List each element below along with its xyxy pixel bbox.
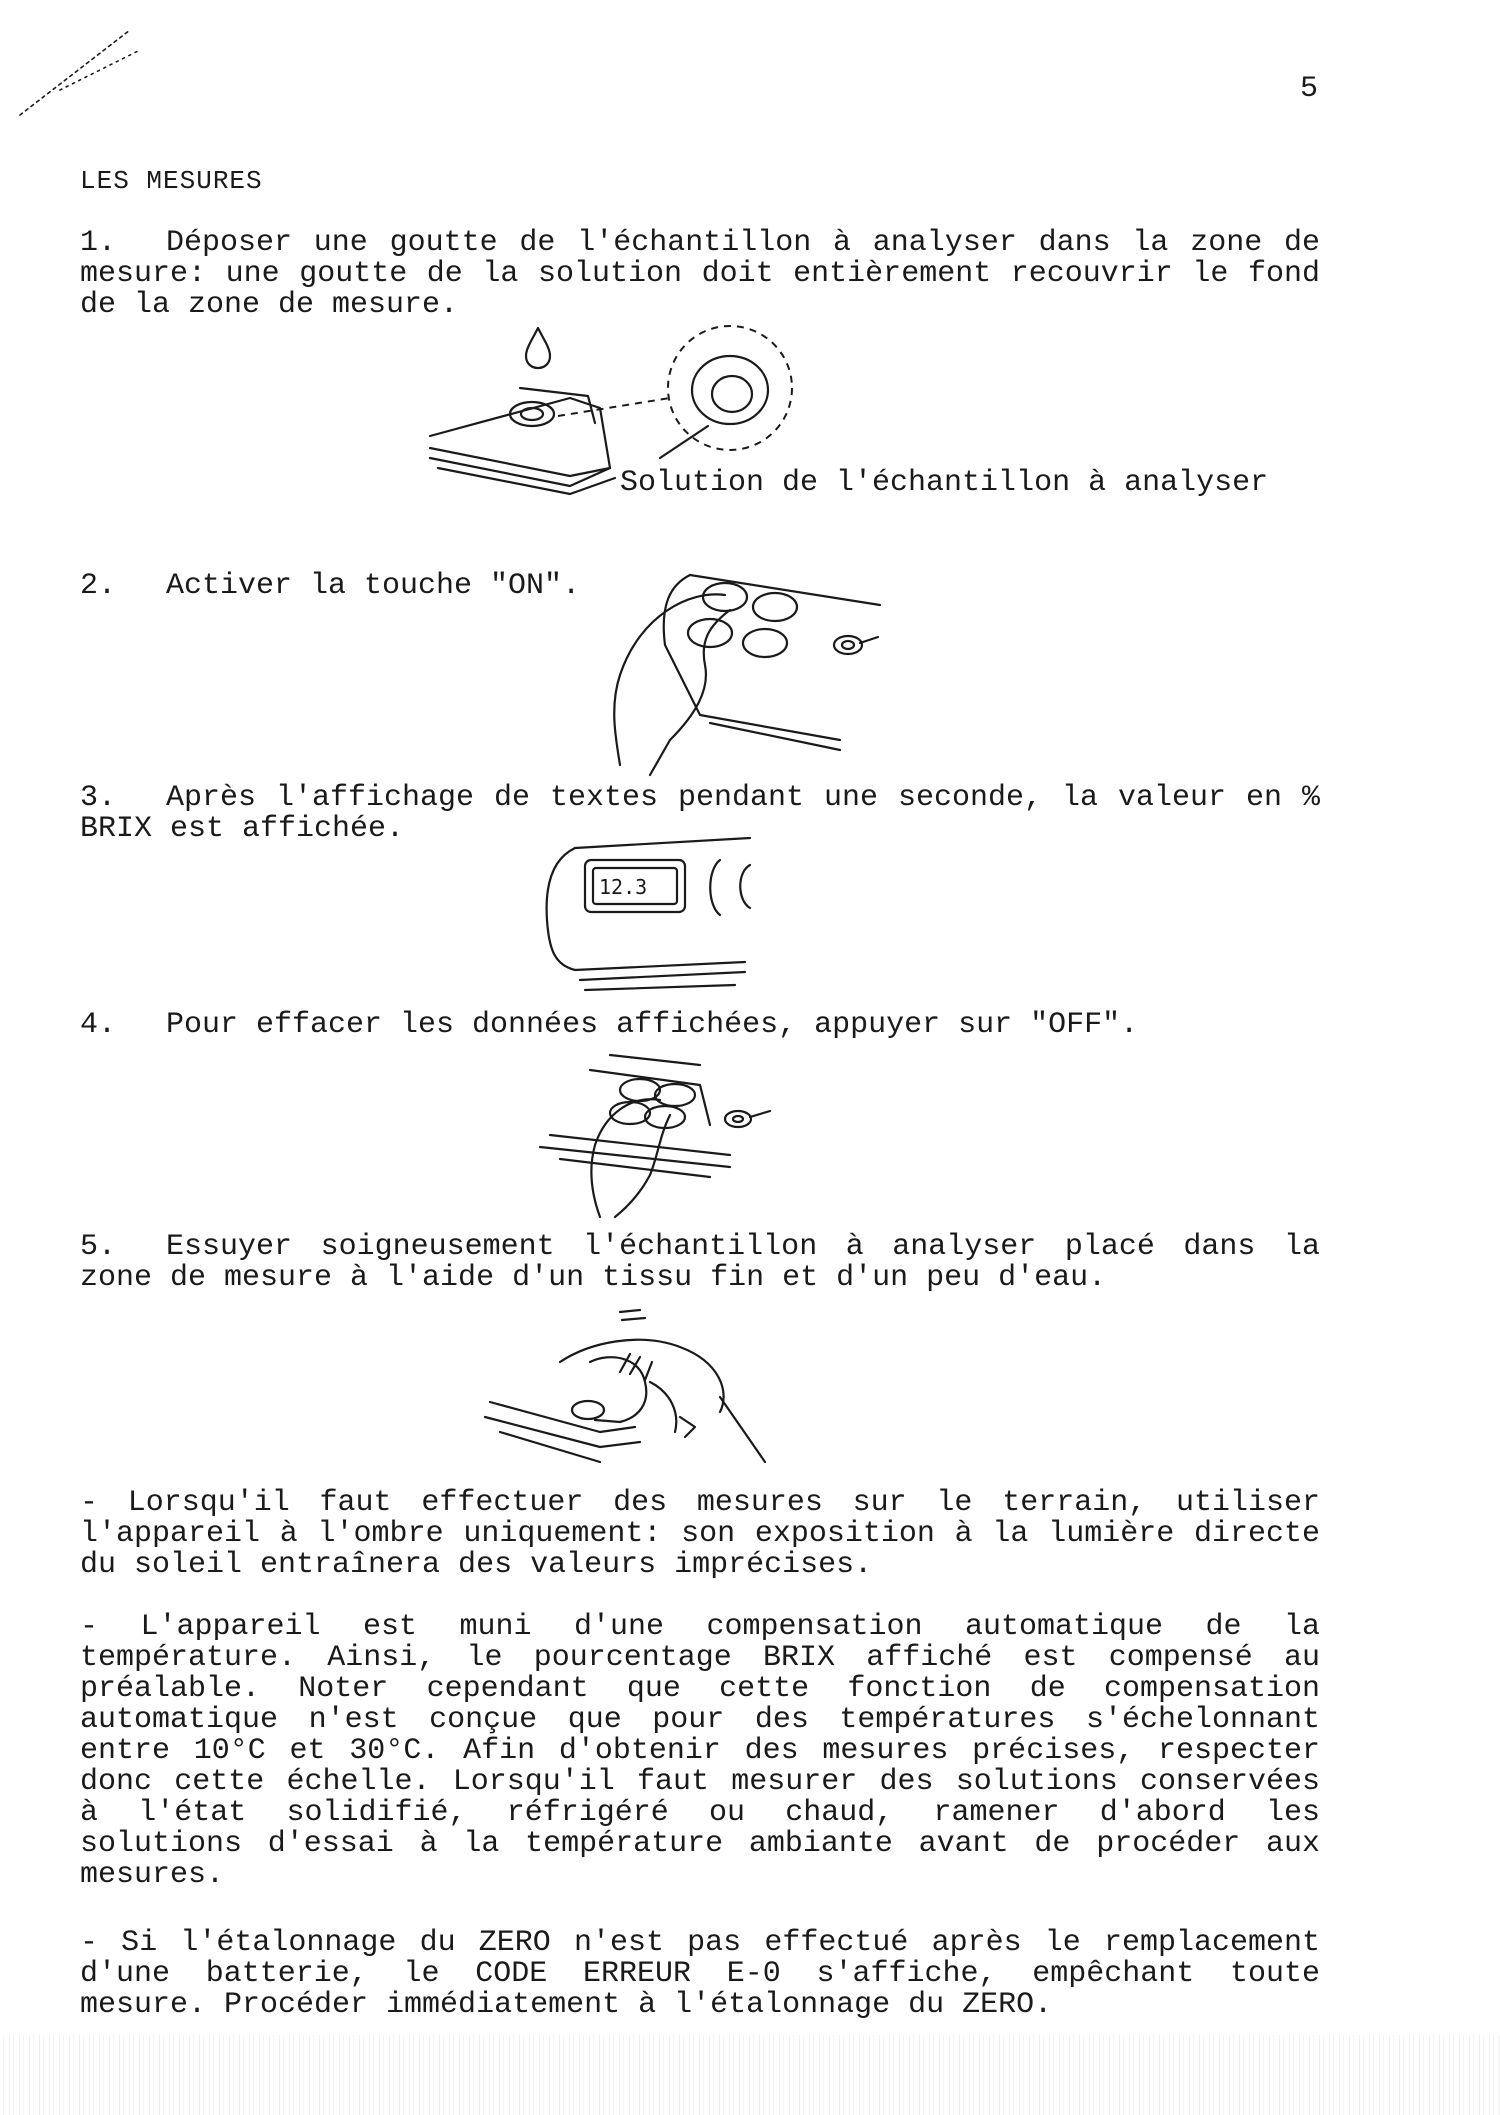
scan-noise bbox=[0, 2035, 1500, 2115]
step-1-text: Déposer une goutte de l'échantillon à analyser dans la zone de mesure: une goutte de la solution doit entièrement recouvrir le fond de la zone de mesure. bbox=[80, 226, 1320, 322]
wipe-prism-icon bbox=[480, 1302, 780, 1467]
step-4-number: 4. bbox=[80, 1008, 117, 1042]
section-title: LES MESURES bbox=[80, 166, 263, 196]
step-5-text: Essuyer soigneusement l'échantillon à analyser placé dans la zone de mesure à l'aide d'un tissu fin et d'un peu d'eau. bbox=[80, 1230, 1320, 1295]
press-off-button-icon bbox=[530, 1045, 790, 1220]
step-5 bbox=[80, 1232, 1320, 1294]
press-on-button-icon bbox=[560, 565, 880, 780]
step-2-text: Activer la touche "ON". bbox=[166, 569, 581, 603]
step-3-text: Après l'affichage de textes pendant une seconde, la valeur en % BRIX est affichée. bbox=[80, 781, 1320, 846]
step-5-number: 5. bbox=[80, 1230, 117, 1264]
step-4-text: Pour effacer les données affichées, appuyer sur "OFF". bbox=[166, 1008, 1139, 1042]
display-value: 12.3 bbox=[599, 875, 648, 899]
note-2: - L'appareil est muni d'une compensation automatique de la température. Ainsi, le pourcentage BRIX affiché est compensé au préalable. Noter cependant que cette fonction de compensation automatique n'est conçue que pour des températures s'échelonnant entre 10°C et 30°C. Afin d'obtenir des mesures précises, respecter donc cette échelle. Lorsqu'il faut mesurer des solutions conservées à l'état solidifié, réfrigéré ou chaud, ramener d'abord les solutions d'essai à la température ambiante avant de procéder aux mesures. bbox=[80, 1610, 1320, 1892]
note-3: - Si l'étalonnage du ZERO n'est pas effectué après le remplacement d'une batterie, le CODE ERREUR E-0 s'affiche, empêchant toute mesure. Procéder immédiatement à l'étalonnage du ZERO. bbox=[80, 1926, 1320, 2022]
figure-1-label: Solution de l'échantillon à analyser bbox=[620, 466, 1269, 500]
step-3-number: 3. bbox=[80, 781, 117, 815]
step-2-number: 2. bbox=[80, 569, 117, 603]
note-1: - Lorsqu'il faut effectuer des mesures sur le terrain, utiliser l'appareil à l'ombre uniquement: son exposition à la lumière directe du soleil entraînera des valeurs imprécises. bbox=[80, 1486, 1320, 1582]
scan-corner-mark bbox=[0, 20, 140, 140]
step-4 bbox=[80, 1010, 1320, 1041]
page-number: 5 bbox=[1300, 72, 1319, 106]
step-1 bbox=[80, 228, 1320, 321]
step-1-number: 1. bbox=[80, 226, 117, 260]
display-reading-icon bbox=[535, 830, 765, 990]
